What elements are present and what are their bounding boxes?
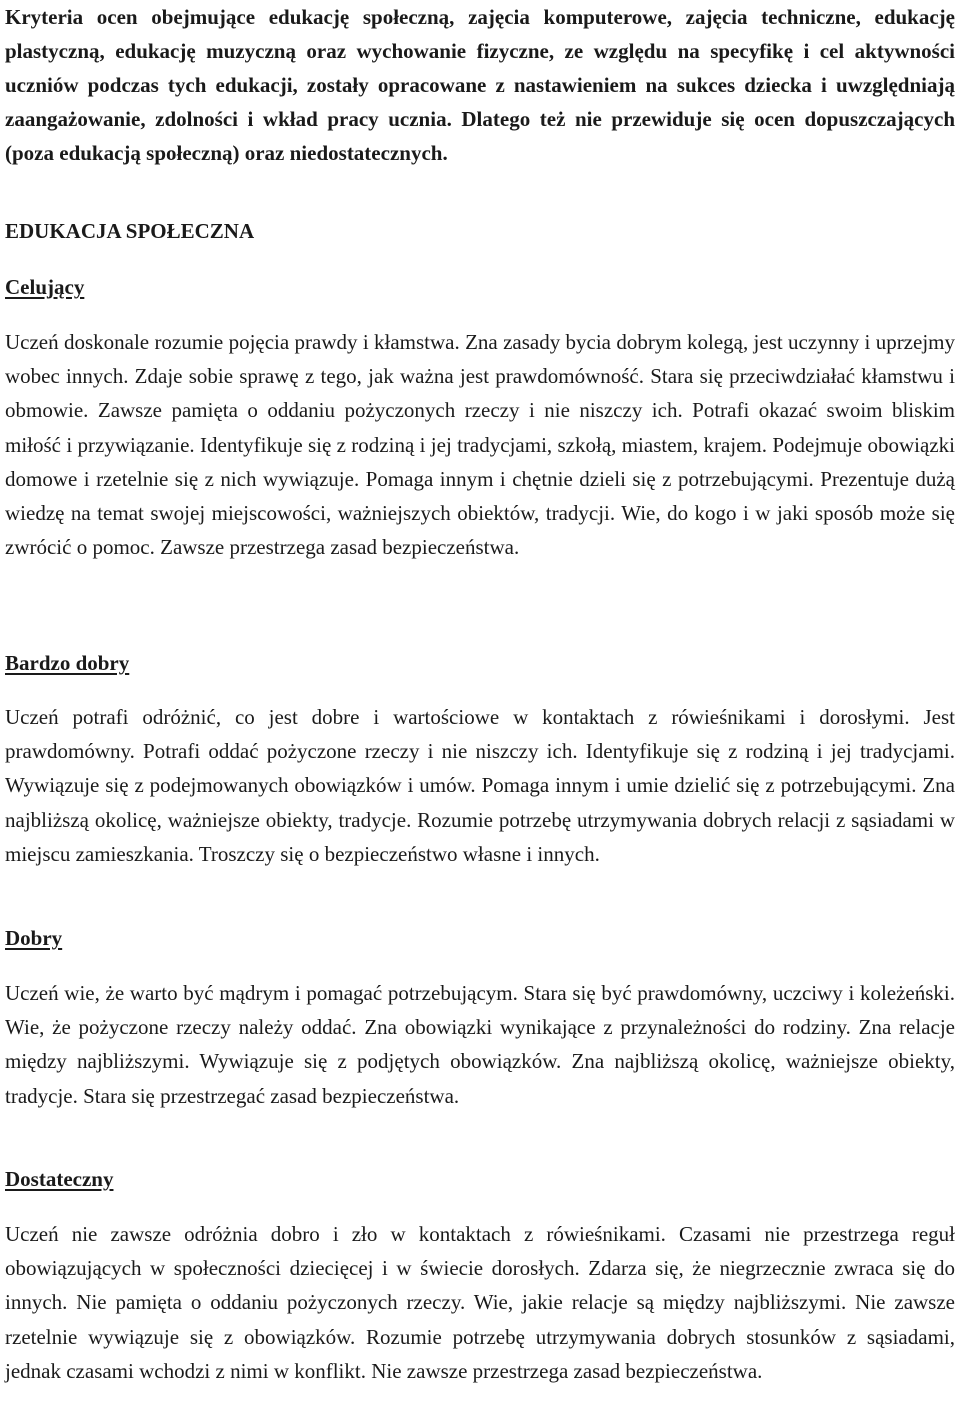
grade-text-bardzo-dobry: Uczeń potrafi odróżnić, co jest dobre i wartościowe w kontaktach z rówieśnikami i dorosłymi. Jest prawdomówny. Potrafi oddać pożyczone rzeczy i nie niszczy ich. Identyfikuje się z rodziną i jej tradycjami. Wywiązuje się z podejmowanych obowiązków i umów. Pomaga innym i umie dzielić się z potrzebującymi. Zna najbliższą okolicę, ważniejsze obiekty, tradycje. Rozumie potrzebę utrzymywania dobrych relacji z sąsiadami w miejscu zamieszkania. Troszczy się o bezpieczeństwo własne i innych. xyxy=(5,705,955,866)
section-title: EDUKACJA SPOŁECZNA xyxy=(5,219,255,243)
document-page xyxy=(5,0,955,1383)
grade-text-dostateczny: Uczeń nie zawsze odróżnia dobro i zło w kontaktach z rówieśnikami. Czasami nie przestrzega reguł obowiązujących w społeczności dziecięcej i w świecie dorosłych. Zdarza się, że niegrzecznie zwraca się do innych. Nie pamięta o oddaniu pożyczonych rzeczy. Wie, jakie relacje są między najbliższymi. Nie zawsze rzetelnie wywiązuje się z obowiązków. Rozumie potrzebę utrzymywania dobrych stosunków z sąsiadami, jednak czasami wchodzi z nimi w konflikt. Nie zawsze przestrzega zasad bezpieczeństwa. xyxy=(5,1222,955,1383)
grade-text-celujacy: Uczeń doskonale rozumie pojęcia prawdy i kłamstwa. Zna zasady bycia dobrym kolegą, jest uczynny i uprzejmy wobec innych. Zdaje sobie sprawę z tego, jak ważna jest prawdomówność. Stara się przeciwdziałać kłamstwu i obmowie. Zawsze pamięta o oddaniu pożyczonych rzeczy i nie niszczy ich. Potrafi okazać swoim bliskim miłość i przywiązanie. Identyfikuje się z rodziną i jej tradycjami, szkołą, miastem, krajem. Podejmuje obowiązki domowe i rzetelnie się z nich wywiązuje. Pomaga innym i chętnie dzieli się z potrzebującymi. Prezentuje dużą wiedzę na temat swojej miejscowości, ważniejszych obiektów, tradycji. Wie, do kogo i w jaki sposób może się zwrócić o pomoc. Zawsze przestrzega zasad bezpieczeństwa. xyxy=(5,330,955,560)
intro-paragraph: Kryteria ocen obejmujące edukację społeczną, zajęcia komputerowe, zajęcia techniczne, edukację plastyczną, edukację muzyczną oraz wychowanie fizyczne, ze względu na specyfikę i cel aktywności uczniów podczas tych edukacji, zostały opracowane z nastawieniem na sukces dziecka i uwzględniają zaangażowanie, zdolności i wkład pracy ucznia. Dlatego też nie przewiduje się ocen dopuszczających (poza edukacją społeczną) oraz niedostatecznych. xyxy=(5,5,955,166)
grade-heading-bardzo-dobry: Bardzo dobry xyxy=(5,651,130,675)
grade-heading-celujacy: Celujący xyxy=(5,275,85,299)
grade-text-dobry: Uczeń wie, że warto być mądrym i pomagać potrzebującym. Stara się być prawdomówny, uczciwy i koleżeński. Wie, że pożyczone rzeczy należy oddać. Zna obowiązki wynikające z przynależności do rodziny. Zna relacje między najbliższymi. Wywiązuje się z podjętych obowiązków. Zna najbliższą okolicę, ważniejsze obiekty, tradycje. Stara się przestrzegać zasad bezpieczeństwa. xyxy=(5,981,955,1108)
grade-heading-dostateczny: Dostateczny xyxy=(5,1167,114,1191)
grade-heading-dobry: Dobry xyxy=(5,926,63,950)
